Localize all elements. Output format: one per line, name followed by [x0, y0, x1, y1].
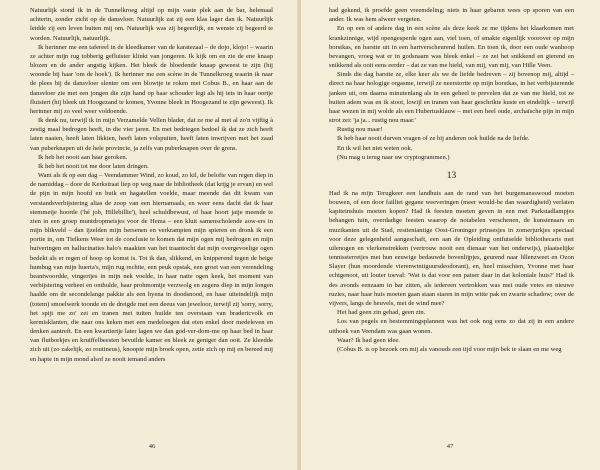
page-number: 46: [148, 443, 156, 450]
paragraph: Ik heb haar nooit durven vragen of ze bij anderen ook huilde na de liefde.: [337, 135, 530, 143]
paragraph: (Nu mag u terug naar uw cryptogrammen.): [337, 153, 450, 161]
paragraph: Ik heb het nooit tot me door laten dringen.: [38, 162, 149, 170]
paragraph: En ik wil het niet weten ook.: [337, 144, 413, 152]
paragraph: En op een of andere dag in een scène als deze keek ze me tijdens het klaarkomen met krankzinnige, wijd opengesperde ogen aan, viel toen, of smakte eigenlijk voorover op mijn borstkas, en barstte uit in een hartverscheurend huilen. En toen ik, door een oude wanhoop bevangen, vroeg wat er in godsnaam was bleek enkel – ze zei het snikkend en gierend en snikkend als ooit eens eerder – dat ze van me hield, van mij, van mij, van Hille Veen.: [329, 25, 574, 70]
paragraph: Ik heb het nooit aan haar geroken.: [38, 153, 128, 161]
paragraph: (Cobus B. is op bezoek om mij als vanouds een tijd voor mijn bek te slaan en me weg: [337, 345, 562, 353]
right-page: [301, 0, 600, 470]
right-page-text: [329, 6, 574, 354]
paragraph: Los van pegels en bestemmingsplannen was het ook nog eens zo dat zij in een andere uithoek van Veendam was gaan wonen.: [329, 318, 574, 335]
paragraph: Had ik na mijn Terugkeer een landhuis aan de rand van het burgemansswoud moeten bouwen, of een door failliet gegane weeveringen (meer would-be dan waardigheid) verlaten kapiteinshuis moeten kopen? Had ik feesten moeten geven in een met Parkstadlampjes behangen tuin, overdadige feesten waarop de notabelen verschenen, de kunstenaars en muzikanten uit de Stad, restieniantige Oost-Groninger prinsesjes in zomerjurkjes speciaal voor deze gelegenheid aangeschaft, een aan de Opleiding ontfutselde bibliothecaris met uilenogen en vlerkenstrekken (vertrouw nooit een dienaar van het onderwijs), plaatselijke tennissterretjes met hun eeuwige bedauwde bovenlijpjes, geurend naar lillenzweet en Ozon Slayer (hun moordende vierenwintiguursdeodorant), en, heel misschien, Yvonne met haar echtgenoot, uit louter toeval: 'Wat is dat voor een patser daar in dat koloniale huis?' Had ik des avonds eenzaam in bar zitten, als iedereen vertrokken was met oude vetes en nieuwe ruzies, naar haar huis moeten gaan staan staren in mijn witte pak en zwarte schadow; over de vijvers, langs de heuvels, met de wind mee?: [329, 189, 574, 307]
chapter-number: 13: [446, 170, 457, 181]
paragraph: had gekend, ik proefde geen vreemdeling; niets in haar gebaren wees op sporen van een ander. Ik was hem alweer vergeten.: [329, 7, 574, 24]
paragraph: Ik denk nu, terwijl ik in mijn Verzamelde Vellen blader, dat ze me al met al zo'n vijftig à zestig maal bedrogen heeft, in die vier jaren. En met bedriegen bedoel ik dat ze zich heeft laten naaien, heeft laten likkien, heeft laten volspuiten, heeft laten inwrijven met het zaad van puberknapen uit de hele provincie, ja zelfs van puberknapen over de grens.: [30, 117, 273, 152]
paragraph: Ik herinner me een tafereel in de kleedkamer van de karatezaal – de dojo, klojo! – waarin ze achter mijn rug tobberig gefluister klinkt van jongeren. Ik kijk om en zie de ene knaap blozen en de ander angstig kijken. Het bleek de bloedende knaap geweest te zijn (hij woonde bij haar 'om de hoek'). Ik herinner me een scène in de Tunnelkroeg waarin ik naar de plees bij de dansvloer slenter om een blowtje te roken met Cobus B., en haar aan de dansvloer zie met een jongen die zijn hand op haar schouder legt als hij iets in haar oortje fluistert (hij bleek uit Hoogezand te komen, Yvonne bleek in Hoogezand te zijn geweest). Ik herinner mij zo veel weer voldoende.: [30, 43, 273, 115]
paragraph: Waar? Ik had geen idee.: [337, 336, 400, 344]
paragraph: Natuurlijk stond ik in de Tunnelkroeg altijd op mijn vaste plek aan de bar, helemaal achterin, zonder zicht op de dansvloer. Natuurlijk zat zij een klas lager dan ik. Natuurlijk leidde zij een leven buiten mij om. Natuurlijk was zij begeerlijk, en wenste zij begeerd te worden. Natuurlijk, natuurlijk.: [30, 7, 273, 42]
page-number: 47: [446, 443, 454, 450]
left-page-text: [30, 6, 273, 364]
left-page: [0, 0, 299, 470]
paragraph: Want als ik op een dag – Veendammer Wind, zo koud, zo kil, de belofte van regen diep in de namiddag – door de Kerkstraat liep op weg naar de bibliotheek (dat krijg je ervan) en wel de pijn in mijn hoofd en buik en hagatellen voelde, maar meende dat dit kwam van verstandsverbijstering alias de zoop van een hiernamaals, en weer eens dacht dat ik haar stemmetje hoorde ('hé job, Hillebillie'), heel schuldbewust, of haar hoort jaije meende te zien in een groep muntdropmeisjes voor de Hema – een kluit samenscholende aow-ers in mijn blikveld – dan ijzelden mijn hersenen en verkrampten mijn spieren en dronk ik een portie in, om Tielkens Weer tot de conclusie te komen dat mijn ogen mij bedrogen en mijn huiveringen en hallucinaties halo's maakten van het traantocht dat mijn overgevoelige ogen bedekt als er regen of hoop op komst is. Tot ik dan, slikkend, en knipperend tegen de beige humbug van mijn huerta's, mijn rug rechtte, een peuk opstak, een groet van een verendeling beantwoordde, vingertjes in mijn nek voelde, in haar natte ogen keek, het moment van verbijstering verheet en onthulde, haar prohmomtje verzwolg en zegens diep in mijn longen haalde om de secondelange pakkie als een hyena in doodsnood, en haar uiteindelijk mijn (totem) smoelwerk toonde en de dreigde met een deeus van jeweloor, terwijl zij 'sorry, sorry, het spijt me zo' zei en tranen met tuiten huilde ten overstaan van bradericvolk en kermisklanten, die naar ons keken met een medeloegen dat eten enkel door medeleven en denken aantreft. En een kwartiertje later lagen we dan god-ver-dom-me op haar bed in haar van flutborkjes en kruiffelbeesten bevuilde kamer en bleek ze geniger dan ooit. Ze kleedde zich uit (zo zakelijk, zo routineus), knoopte mijn broek open, zette zich op mij en bereed mij en hapte in mijn mond alsof ze nooit iemand anders: [30, 172, 273, 363]
paragraph: Rustig nou maar!: [337, 126, 383, 134]
paragraph: Het had geen zin gehad, geen zin.: [337, 309, 426, 317]
paragraph: Sinds die dag barstte ze, elke keer als we de liefde bedreven – zij bovenop mij, altijd – direct na haar hologige orgasme, terwijl ze neerstortte op mijn borstkas, in het verbijsterende janken uit, om daarna minutenlang als in een geheel te prevelen dat ze van me hield, tot ze buiten adem was en ik stoot, lowijl en tranen van haar geschrikte kuste en eindelijk – terwijl haar wezen in mij wolde als een Hubertusklauw – met een heel oude, archaïsche pijn in mijn strot zei: 'ja ja... rustig nou maar.': [329, 71, 574, 125]
